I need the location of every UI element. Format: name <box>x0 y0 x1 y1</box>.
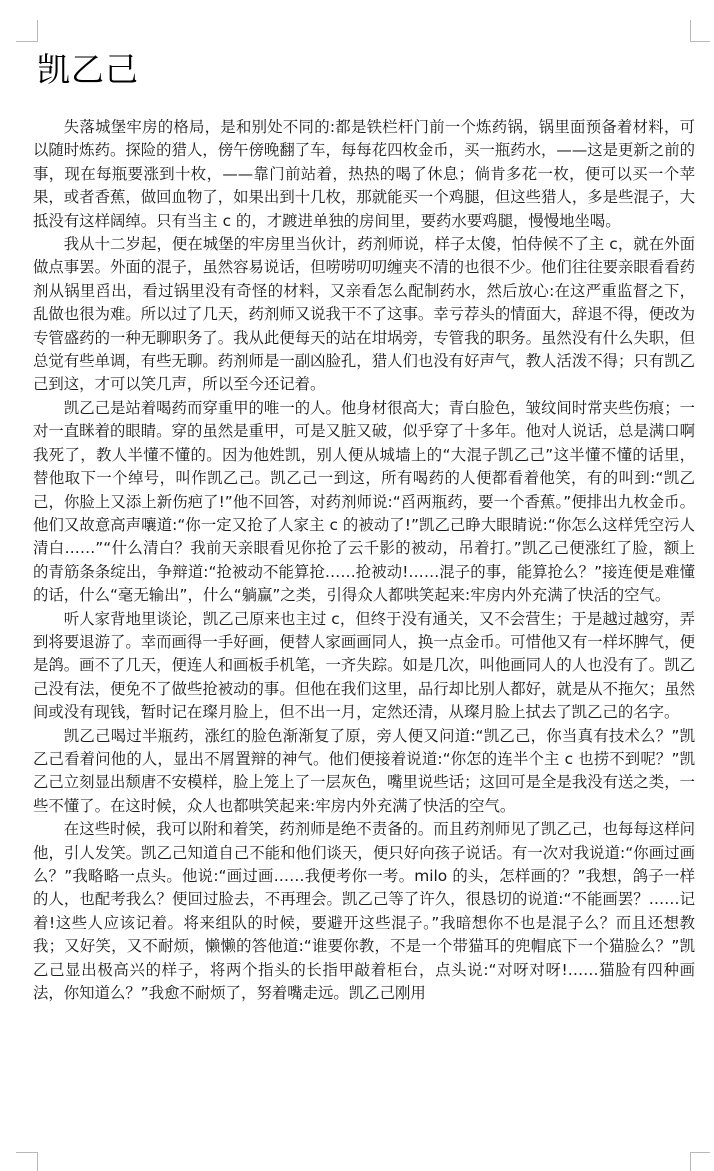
paragraph: 听人家背地里谈论，凯乙己原来也主过 c，但终于没有通关，又不会营生；于是越过越穷，弄到将要退游了。幸而画得一手好画，便替人家画画同人，换一点金币。可惜他又有一样坏脾气，便是鸽。画不了几天，便连人和画板手机笔，一齐失踪。如是几次，叫他画同人的人也没有了。凯乙己没有法，便免不了做些抢被动的事。但他在我们这里，品行却比别人都好，就是从不拖欠；虽然间或没有现钱，暂时记在璨月脸上，但不出一月，定然还清，从璨月脸上拭去了凯乙己的名字。 <box>33 609 695 722</box>
paragraph: 凯乙己喝过半瓶药，涨红的脸色渐渐复了原，旁人便又问道:“凯乙己，你当真有技术么？”凯乙己看着问他的人，显出不屑置辩的神气。他们便接着说道:“你怎的连半个主 c 也捞不到呢？”凯乙己立刻显出颓唐不安模样，脸上笼上了一层灰色，嘴里说些话；这回可是全是我没有送之类，一些不懂了。在这时候，众人也都哄笑起来:牢房内外充满了快活的空气。 <box>33 726 695 815</box>
paragraph: 失落城堡牢房的格局，是和别处不同的:都是铁栏杆门前一个炼药锅，锅里面预备着材料，可以随时炼药。探险的猎人，傍午傍晚翻了车，每每花四枚金币，买一瓶药水，——这是更新之前的事，现在每瓶要涨到十枚，——靠门前站着，热热的喝了休息；倘肯多花一枚，便可以买一个苹果，或者香蕉，做回血物了，如果出到十几枚，那就能买一个鸡腿，但这些猎人，多是些混子，大抵没有这样阔绰。只有当主 c 的，才踱进单独的房间里，要药水要鸡腿，慢慢地坐喝。 <box>33 118 695 230</box>
crop-mark-top-right <box>690 20 691 42</box>
paragraph: 我从十二岁起，便在城堡的牢房里当伙计，药剂师说，样子太傻，怕侍候不了主 c，就在外面做点事罢。外面的混子，虽然容易说话，但唠唠叨叨缠夹不清的也很不少。他们往往要亲眼看看药剂从锅里舀出，看过锅里没有奇怪的材料，又亲看怎么配制药水，然后放心:在这严重监督之下，乱做也很为难。所以过了几天，药剂师又说我干不了这事。幸亏荐头的情面大，辞退不得，便改为专管盛药的一种无聊职务了。我从此便每天的站在坩埚旁，专管我的职务。虽然没有什么失职，但总觉有些单调，有些无聊。药剂师是一副凶脸孔，猎人们也没有好声气，教人活泼不得；只有凯乙己到这，才可以笑几声，所以至今还记着。 <box>33 235 695 394</box>
paragraph: 在这些时候，我可以附和着笑，药剂师是绝不责备的。而且药剂师见了凯乙己，也每每这样问他，引人发笑。凯乙己知道自己不能和他们谈天，便只好向孩子说话。有一次对我说道:“你画过画么？”我略略一点头。他说:“画过画……我便考你一考。milo 的头，怎样画的？”我想，鸽子一样的人，也配考我么？便回过脸去，不再理会。凯乙己等了许久，很恳切的说道:“不能画罢？……记着!这些人应该记着。将来组队的时候，要避开这些混子。”我暗想你不也是混子么？而且还想教我；又好笑，又不耐烦，懒懒的答他道:“谁要你教，不是一个带猫耳的兜帽底下一个猫脸么？”凯乙己显出极高兴的样子，将两个指头的长指甲敲着柜台，点头说:“对呀对呀!……猫脸有四种画法，你知道么？”我愈不耐烦了，努着嘴走远。凯乙己刚用 <box>33 820 695 1003</box>
crop-mark-top-left <box>37 20 38 42</box>
crop-mark-top-right <box>690 41 710 42</box>
paragraph: 凯乙己是站着喝药而穿重甲的唯一的人。他身材很高大；青白脸色，皱纹间时常夹些伤痕；一对一直眯着的眼睛。穿的虽然是重甲，可是又脏又破，似乎穿了十多年。他对人说话，总是满口啊我死了，教人半懂不懂的。因为他姓凯，别人便从城墙上的“大混子凯乙己”这半懂不懂的话里，替他取下一个绰号，叫作凯乙己。凯乙己一到这，所有喝药的人便都看着他笑，有的叫到:“凯乙己，你脸上又添上新伤疤了!”他不回答，对药剂师说:“舀两瓶药，要一个香蕉。”便排出九枚金币。他们又故意高声嚷道:“你一定又抢了人家主 c 的被动了!”凯乙己睁大眼睛说:“你怎么这样凭空污人清白……”“什么清白？我前天亲眼看见你抢了云千影的被动，吊着打。”凯乙己便涨红了脸，额上的青筋条条绽出，争辩道:“抢被动不能算抢……抢被动!……混子的事，能算抢么？”接连便是难懂的话，什么“毫无输出”，什么“躺赢”之类，引得众人都哄笑起来:牢房内外充满了快活的空气。 <box>33 398 695 605</box>
document-body <box>33 116 695 1156</box>
page-title: 凯乙己 <box>37 50 139 89</box>
crop-mark-top-left <box>16 41 37 42</box>
